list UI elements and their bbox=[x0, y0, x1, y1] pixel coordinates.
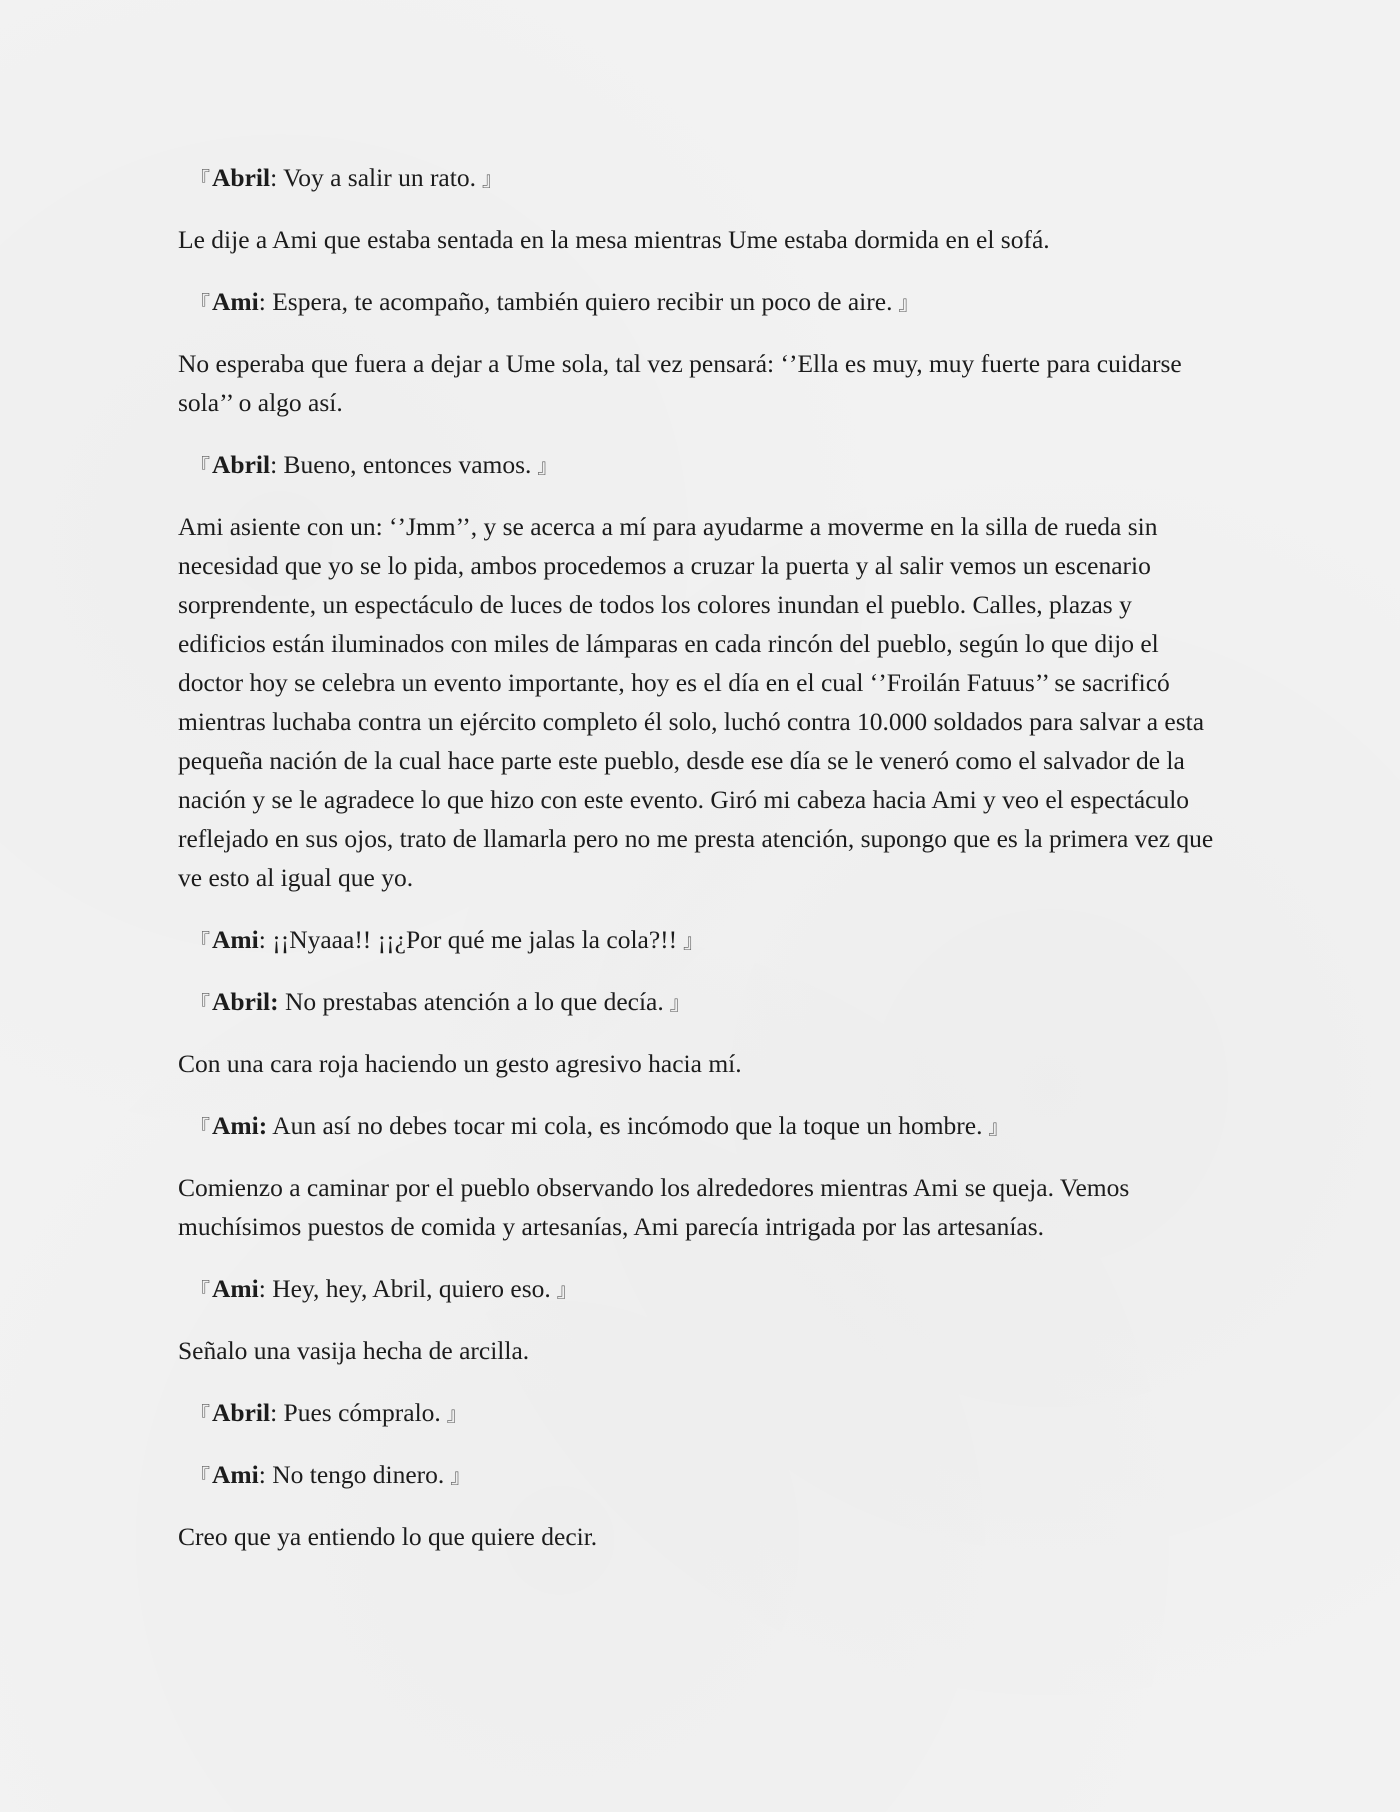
close-bracket: 』 bbox=[898, 291, 919, 315]
dialogue-text: : No tengo dinero. bbox=[258, 1460, 445, 1489]
open-bracket: 『 bbox=[190, 1115, 210, 1139]
speaker-name: Ami bbox=[212, 1460, 259, 1489]
dialogue-line bbox=[178, 1269, 1240, 1308]
dialogue-text: : ¡¡Nyaaa!! ¡¡¿Por qué me jalas la cola?!! bbox=[258, 925, 678, 954]
dialogue-line bbox=[178, 1455, 1240, 1494]
narration-paragraph: Con una cara roja haciendo un gesto agresivo hacia mí. bbox=[178, 1049, 742, 1078]
dialogue-line bbox=[178, 1393, 1240, 1432]
close-bracket: 』 bbox=[556, 1278, 577, 1302]
open-bracket: 『 bbox=[190, 1402, 210, 1426]
dialogue-line bbox=[178, 445, 1240, 484]
dialogue-text: Aun así no debes tocar mi cola, es incómodo que la toque un hombre. bbox=[267, 1111, 983, 1140]
open-bracket: 『 bbox=[190, 1464, 210, 1488]
open-bracket: 『 bbox=[190, 291, 210, 315]
speaker-name: Ami: bbox=[212, 1111, 268, 1140]
speaker-name: Abril bbox=[212, 450, 271, 479]
dialogue-text: : Pues cómpralo. bbox=[270, 1398, 441, 1427]
open-bracket: 『 bbox=[190, 991, 210, 1015]
narration-paragraph: Ami asiente con un: ‘’Jmm’’, y se acerca a mí para ayudarme a moverme en la silla de rueda sin necesidad que yo se lo pida, ambos procedemos a cruzar la puerta y al salir vemos un escenario sorprendente, un espectáculo de luces de todos los colores inundan el pueblo. Calles, plazas y edificios están iluminados con miles de lámparas en cada rincón del pueblo, según lo que dijo el doctor hoy se celebra un evento importante, hoy es el día en el cual ‘’Froilán Fatuus’’ se sacrificó mientras luchaba contra un ejército completo él solo, luchó contra 10.000 soldados para salvar a esta pequeña nación de la cual hace parte este pueblo, desde ese día se le veneró como el salvador de la nación y se le agradece lo que hizo con este evento. Giró mi cabeza hacia Ami y veo el espectáculo reflejado en sus ojos, trato de llamarla pero no me presta atención, supongo que es la primera vez que ve esto al igual que yo. bbox=[178, 512, 1214, 892]
close-bracket: 』 bbox=[537, 454, 558, 478]
speaker-name: Abril bbox=[212, 163, 271, 192]
narration-paragraph: Creo que ya entiendo lo que quiere decir. bbox=[178, 1522, 598, 1551]
dialogue-line bbox=[178, 158, 1240, 197]
open-bracket: 『 bbox=[190, 929, 210, 953]
close-bracket: 』 bbox=[669, 991, 690, 1015]
close-bracket: 』 bbox=[481, 167, 502, 191]
speaker-name: Ami bbox=[212, 1274, 259, 1303]
open-bracket: 『 bbox=[190, 1278, 210, 1302]
dialogue-line bbox=[178, 982, 1240, 1021]
speaker-name: Abril: bbox=[212, 987, 279, 1016]
narration-paragraph: Le dije a Ami que estaba sentada en la mesa mientras Ume estaba dormida en el sofá. bbox=[178, 225, 1050, 254]
dialogue-text: No prestabas atención a lo que decía. bbox=[278, 987, 664, 1016]
dialogue-text: : Espera, te acompaño, también quiero recibir un poco de aire. bbox=[258, 287, 893, 316]
open-bracket: 『 bbox=[190, 454, 210, 478]
dialogue-text: : Hey, hey, Abril, quiero eso. bbox=[258, 1274, 551, 1303]
close-bracket: 』 bbox=[450, 1464, 471, 1488]
dialogue-text: : Bueno, entonces vamos. bbox=[270, 450, 532, 479]
close-bracket: 』 bbox=[446, 1402, 467, 1426]
open-bracket: 『 bbox=[190, 167, 210, 191]
narration-paragraph: No esperaba que fuera a dejar a Ume sola, tal vez pensará: ‘’Ella es muy, muy fuerte para cuidarse sola’’ o algo así. bbox=[178, 349, 1182, 417]
dialogue-line bbox=[178, 282, 1240, 321]
close-bracket: 』 bbox=[683, 929, 704, 953]
narration-paragraph: Señalo una vasija hecha de arcilla. bbox=[178, 1336, 530, 1365]
dialogue-line bbox=[178, 920, 1240, 959]
speaker-name: Ami bbox=[212, 925, 259, 954]
narration-paragraph: Comienzo a caminar por el pueblo observando los alrededores mientras Ami se queja. Vemos muchísimos puestos de comida y artesanías, Ami parecía intrigada por las artesanías. bbox=[178, 1173, 1130, 1241]
speaker-name: Abril bbox=[212, 1398, 271, 1427]
dialogue-text: : Voy a salir un rato. bbox=[270, 163, 476, 192]
dialogue-line bbox=[178, 1106, 1240, 1145]
speaker-name: Ami bbox=[212, 287, 259, 316]
close-bracket: 』 bbox=[988, 1115, 1009, 1139]
